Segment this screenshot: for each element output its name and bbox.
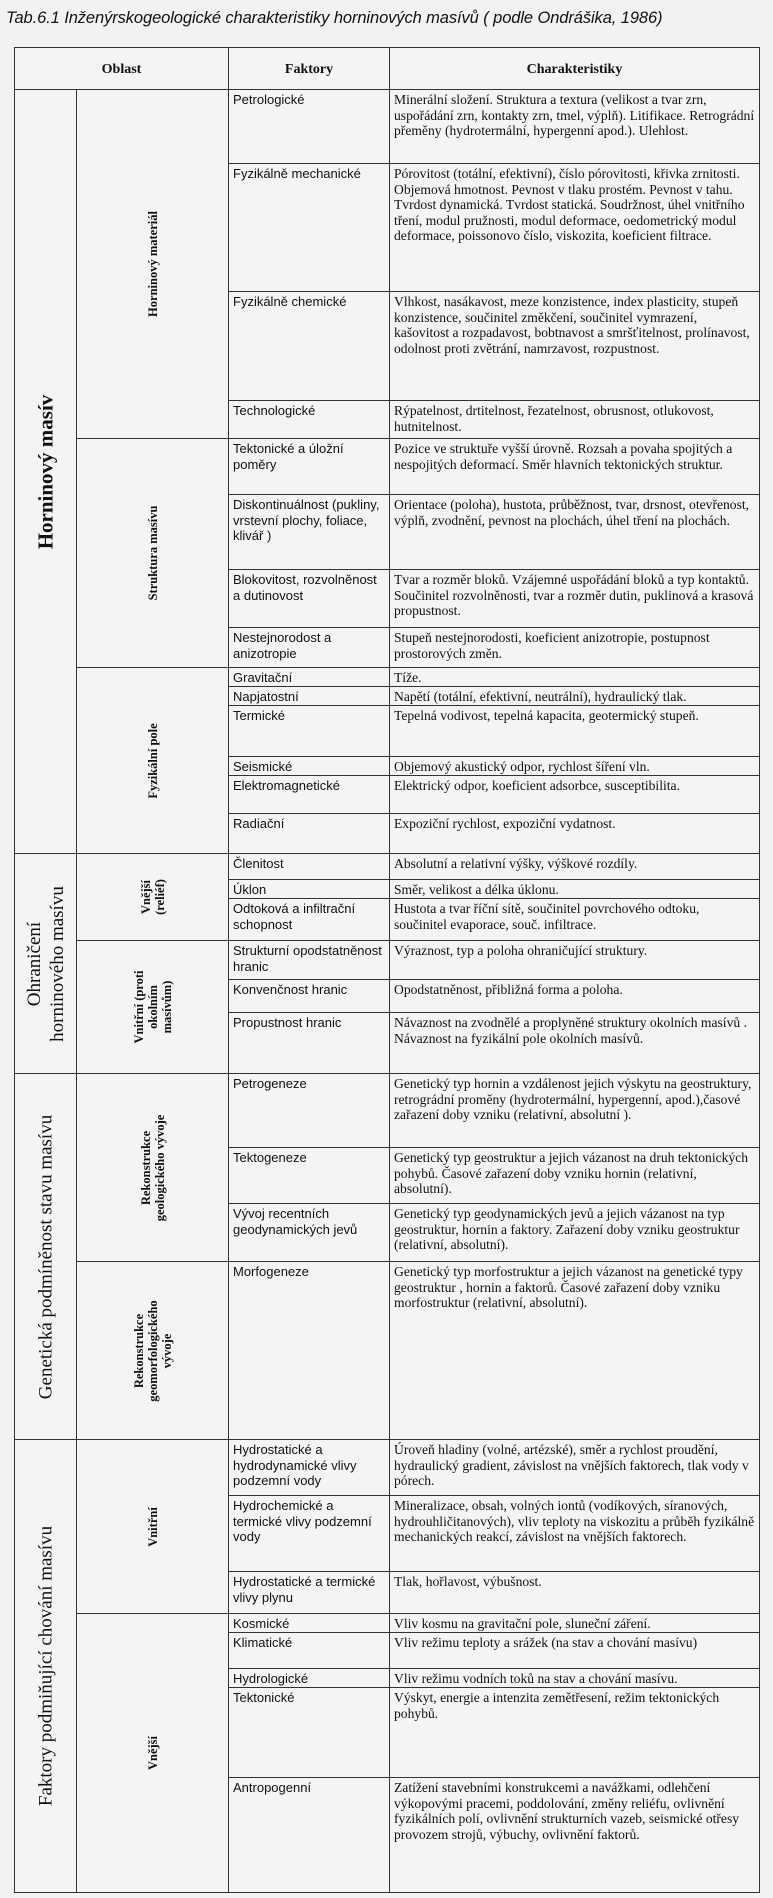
factor-cell: Technologické [229,401,390,439]
table-caption: Tab.6.1 Inženýrskogeologické charakteristiky horninových masívů ( podle Ondrášika, 1986) [6,9,663,27]
subgroup-label: Fyzikální pole [145,722,160,799]
characteristic-cell: Genetický typ hornin a vzdálenost jejich výskytu na geostruktury, retrográdní proměny (hydrotermální, hypergenní, apod.),časové zařazení doby vzniku (relativní, absolutní ). [390,1074,760,1148]
factor-cell: Napjatostní [229,687,390,706]
table-row [15,941,760,980]
factor-cell: Strukturní opodstatněnost hranic [229,941,390,980]
factor-cell: Tektonické [229,1688,390,1778]
subgroup-label [139,1114,167,1221]
table-row [15,90,760,164]
table-row [15,1614,760,1633]
header-oblast: Oblast [15,48,229,90]
subgroup-label: Struktura masívu [145,505,160,601]
characteristic-cell: Genetický typ geodynamických jevů a jejich vázanost na typ geostruktur, hornin a faktory. Zařazení doby vzniku geostruktur (relativní, absolutní). [390,1204,760,1262]
factor-cell: Hydrostatické a hydrodynamické vlivy podzemní vody [229,1440,390,1496]
characteristic-cell: Stupeň nestejnorodosti, koeficient anizotropie, postupnost prostorových změn. [390,628,760,668]
subgroup-label-line: Vnější [138,879,153,915]
factor-cell: Fyzikálně mechanické [229,164,390,292]
factor-cell: Petrogeneze [229,1074,390,1148]
subgroup-vnitrni-proti [77,941,229,1074]
subgroup-label: Horninový materiál [145,211,160,317]
factor-cell: Hydrochemické a termické vlivy podzemní vody [229,1496,390,1572]
characteristic-cell: Úroveň hladiny (volné, artézské), směr a rychlost proudění, hydraulický gradient, závislost na vnějších faktorech, tlak vody v pórech. [390,1440,760,1496]
header-faktory: Faktory [229,48,390,90]
subgroup-label [132,1300,174,1401]
group-label: Horninový masív [32,394,57,549]
factor-cell: Kosmické [229,1614,390,1633]
factor-cell: Vývoj recentních geodynamických jevů [229,1204,390,1262]
table-row [15,1262,760,1440]
factor-cell: Antropogenní [229,1778,390,1893]
table-row [15,1440,760,1496]
factor-cell: Gravitační [229,668,390,687]
subgroup-vnejsi [77,1614,229,1893]
subgroup-label: Vnější [145,1735,160,1771]
subgroup-label: Vnitřní [145,1506,160,1547]
characteristic-cell: Napětí (totální, efektivní, neutrální), hydraulický tlak. [390,687,760,706]
subgroup-rekonstrukce-geomorfologickeho [77,1262,229,1440]
characteristic-cell: Výskyt, energie a intenzita zemětřesení, režim tektonických pohybů. [390,1688,760,1778]
characteristic-cell: Návaznost na zvodnělé a proplyněné struktury okolních masívů . Návaznost na fyzikální pole okolních masívů. [390,1013,760,1074]
factor-cell: Členitost [229,854,390,880]
table-row [15,1074,760,1148]
header-charakteristiky: Charakteristiky [390,48,760,90]
subgroup-label-line: okolním [145,985,160,1029]
characteristic-cell: Minerální složení. Struktura a textura (velikost a tvar zrn, uspořádání zrn, kontakty zrn, tmel, výplň). Litifikace. Retrográdní přeměny (hydrotermální, hypergenní apod.). Ulehlost. [390,90,760,164]
factor-cell: Petrologické [229,90,390,164]
subgroup-rekonstrukce-geologickeho [77,1074,229,1262]
subgroup-label [132,970,174,1043]
subgroup-fyzikalni-pole [77,668,229,854]
characteristics-table [14,47,760,1893]
characteristic-cell: Vliv režimu teploty a srážek (na stav a chování masívu) [390,1633,760,1669]
characteristic-cell: Pórovitost (totální, efektivní), číslo pórovitosti, křivka zrnitosti. Objemová hmotnost. Pevnost v tlaku prostém. Pevnost v tahu. Tvrdost dynamická. Tvrdost statická. Soudržnost, úhel vnitřního tření, modul pružnosti, modul deformace, oedometrický modul deformace, poissonovo číslo, viskozita, koeficient filtrace. [390,164,760,292]
characteristic-cell: Absolutní a relativní výšky, výškové rozdíly. [390,854,760,880]
table-row [15,439,760,495]
characteristic-cell: Vliv kosmu na gravitační pole, sluneční záření. [390,1614,760,1633]
characteristic-cell: Tvar a rozměr bloků. Vzájemné uspořádání bloků a typ kontaktů. Součinitel rozvolněnosti, tvar a rozměr dutin, puklinová a krasová propustnost. [390,570,760,628]
factor-cell: Termické [229,706,390,757]
characteristic-cell: Zatížení stavebními konstrukcemi a navážkami, odlehčení výkopovými pracemi, poddolování, změny reliéfu, ovlivnění fyzikálních polí, ovlivnění strukturních vazeb, seismické otřesy provozem strojů, výbuchy, ovlivnění faktorů. [390,1778,760,1893]
characteristic-cell: Genetický typ geostruktur a jejich vázanost na druh tektonických pohybů. Časové zařazení doby vzniku hornin (relativní, absolutní). [390,1148,760,1204]
factor-cell: Klimatické [229,1633,390,1669]
subgroup-label [139,879,167,915]
characteristic-cell: Výraznost, typ a poloha ohraničující struktury. [390,941,760,980]
subgroup-label-line: masívům) [159,980,174,1034]
group-faktory-podminujici [15,1440,77,1893]
characteristic-cell: Objemový akustický odpor, rychlost šíření vln. [390,757,760,776]
factor-cell: Blokovitost, rozvolněnost a dutinovost [229,570,390,628]
characteristic-cell: Opodstatněnost, přibližná forma a poloha. [390,980,760,1013]
subgroup-label-line: vývoje [159,1333,174,1368]
characteristic-cell: Vliv režimu vodních toků na stav a chování masívu. [390,1669,760,1688]
group-label: Genetická podmíněnost stavu masívu [34,1114,56,1399]
characteristic-cell: Směr, velikost a délka úklonu. [390,880,760,899]
characteristic-cell: Orientace (poloha), hustota, průběžnost, tvar, drsnost, otevřenost, výplň, zvodnění, pevnost na plochách, úhel tření na plochách. [390,495,760,570]
factor-cell: Radiační [229,814,390,854]
subgroup-label-line: Vnitřní (proti [131,970,146,1044]
subgroup-label-line: Rekonstrukce [131,1313,146,1388]
header-row [15,48,760,90]
subgroup-label-line: Rekonstrukce [138,1130,153,1205]
characteristic-cell: Hustota a tvar říční sítě, součinitel povrchového odtoku, součinitel evaporace, souč. infiltrace. [390,899,760,941]
group-label: Faktory podmiňující chování masívu [34,1525,56,1807]
factor-cell: Konvenčnost hranic [229,980,390,1013]
factor-cell: Hydrologické [229,1669,390,1688]
characteristic-cell: Mineralizace, obsah, volných iontů (vodíkových, síranových, hydrouhličitanových), vliv teploty na viskozitu a průběh fyzikálně mechanických reakcí, závislost na vnějších faktorech. [390,1496,760,1572]
characteristic-cell: Genetický typ morfostruktur a jejich vázanost na genetické typy geostruktur , hornin a faktorů. Časové zařazení doby vzniku morfostruktur (relativní, absolutní). [390,1262,760,1440]
characteristic-cell: Rýpatelnost, drtitelnost, řezatelnost, obrusnost, otlukovost, hutnitelnost. [390,401,760,439]
table-row [15,854,760,880]
characteristic-cell: Pozice ve struktuře vyšší úrovně. Rozsah a povaha spojitých a nespojitých deformací. Směr hlavních tektonických struktur. [390,439,760,495]
group-horninovy-masiv [15,90,77,854]
table-row [15,668,760,687]
characteristic-cell: Tepelná vodivost, tepelná kapacita, geotermický stupeň. [390,706,760,757]
factor-cell: Nestejnorodost a anizotropie [229,628,390,668]
factor-cell: Hydrostatické a termické vlivy plynu [229,1572,390,1614]
subgroup-vnejsi-relief [77,854,229,941]
subgroup-label-line: geomorfologického [145,1299,160,1402]
group-label [23,886,69,1042]
subgroup-label-line: geologického vývoje [152,1114,167,1221]
characteristic-cell: Elektrický odpor, koeficient adsorbce, susceptibilita. [390,776,760,814]
characteristic-cell: Tlak, hořlavost, výbušnost. [390,1572,760,1614]
subgroup-label-line: (reliéf) [152,879,167,915]
group-label-line: horninového masívu [46,885,68,1042]
characteristic-cell: Expoziční rychlost, expoziční vydatnost. [390,814,760,854]
factor-cell: Propustnost hranic [229,1013,390,1074]
factor-cell: Tektogeneze [229,1148,390,1204]
factor-cell: Fyzikálně chemické [229,292,390,401]
subgroup-vnitrni [77,1440,229,1614]
factor-cell: Úklon [229,880,390,899]
group-geneticka-podminenost [15,1074,77,1440]
group-label-line: Ohraničení [23,921,45,1006]
factor-cell: Morfogeneze [229,1262,390,1440]
subgroup-struktura-masivu [77,439,229,668]
characteristic-cell: Tíže. [390,668,760,687]
factor-cell: Diskontinuálnost (pukliny, vrstevní plochy, foliace, klivář ) [229,495,390,570]
factor-cell: Tektonické a úložní poměry [229,439,390,495]
characteristic-cell: Vlhkost, nasákavost, meze konzistence, index plasticity, stupeň konzistence, součinitel změkčení, součinitel vymrazení, kašovitost a rozpadavost, bobtnavost a smršťitelnost, prolínavost, odolnost proti zvětrání, namrzavost, rozpustnost. [390,292,760,401]
factor-cell: Elektromagnetické [229,776,390,814]
group-ohraniceni [15,854,77,1074]
subgroup-horninovy-material [77,90,229,439]
factor-cell: Odtoková a infiltrační schopnost [229,899,390,941]
factor-cell: Seismické [229,757,390,776]
